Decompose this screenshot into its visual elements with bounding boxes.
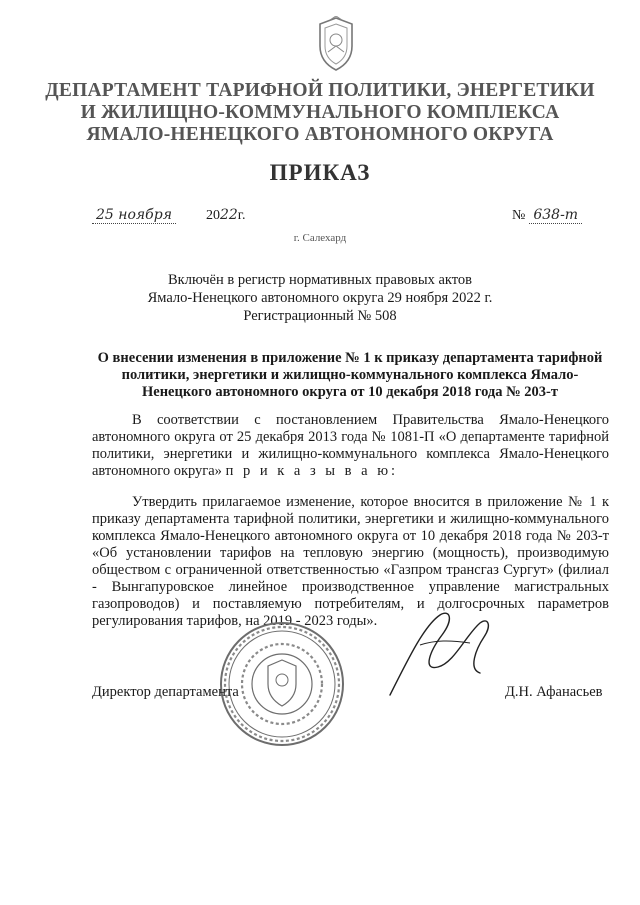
year-handwritten: 22 [219, 207, 238, 223]
number-label: № [512, 208, 526, 223]
department-line-1: ДЕПАРТАМЕНТ ТАРИФНОЙ ПОЛИТИКИ, ЭНЕРГЕТИКИ [45, 80, 595, 101]
department-header [0, 80, 640, 146]
registration-line-2: Ямало-Ненецкого автономного округа 29 ноября 2022 г. [147, 290, 493, 306]
city: г. Салехард [293, 232, 347, 244]
date-handwritten: 25 ноября [92, 207, 176, 224]
department-line-3: ЯМАЛО-НЕНЕЦКОГО АВТОНОМНОГО ОКРУГА [86, 124, 554, 145]
signatory-position: Директор департамента [92, 684, 239, 700]
department-line-2: И ЖИЛИЩНО-КОММУНАЛЬНОГО КОМПЛЕКСА [80, 102, 560, 123]
registration-note [0, 271, 640, 325]
registration-line-1: Включён в регистр нормативных правовых актов [168, 272, 472, 288]
document-type: ПРИКАЗ [269, 160, 371, 185]
paragraph-order: Утвердить прилагаемое изменение, которое вносится в приложение № 1 к приказу департамента тарифной политики, энергетики и жилищно-коммунального комплекса Ямало-Ненецкого автономного округа от 10 декабря 2018 года № 203-т «Об установлении тарифов на тепловую энергию (мощность), производимую обществом с ограниченной ответственностью «Газпром трансгаз Сургут» (филиал - Вынгапуровское линейное производственное управление магистральных газопроводов) и поставляемую потребителям, и долгосрочных параметров регулирования тарифов, на 2019 - 2023 годы». [92, 494, 609, 629]
date-line [92, 206, 245, 224]
registration-line-3: Регистрационный № 508 [243, 308, 397, 324]
coat-of-arms-emblem [314, 16, 358, 72]
signatory-name: Д.Н. Афанасьев [505, 684, 603, 700]
number-handwritten: 638-т [529, 207, 582, 224]
number-line [512, 206, 582, 224]
preamble-text: В соответствии с постановлением Правительства Ямало-Ненецкого автономного округа от 25 декабря 2013 года № 1081-П «О департаменте тарифной политики, энергетики и жилищно-коммунального комплекса Ямало-Ненецкого автономного округа» [92, 412, 609, 479]
paragraph-preamble [92, 412, 609, 480]
year-suffix: г. [237, 208, 246, 223]
order-word: п р и к а з ы в а ю: [225, 463, 399, 479]
year-prefix: 20 [205, 208, 220, 223]
handwritten-signature [380, 585, 500, 705]
document-subject: О внесении изменения в приложение № 1 к приказу департамента тарифной политики, энергетики и жилищно-коммунального комплекса Ямало-Ненецкого автономного округа от 10 декабря 2018 года № 203-т [97, 350, 603, 400]
